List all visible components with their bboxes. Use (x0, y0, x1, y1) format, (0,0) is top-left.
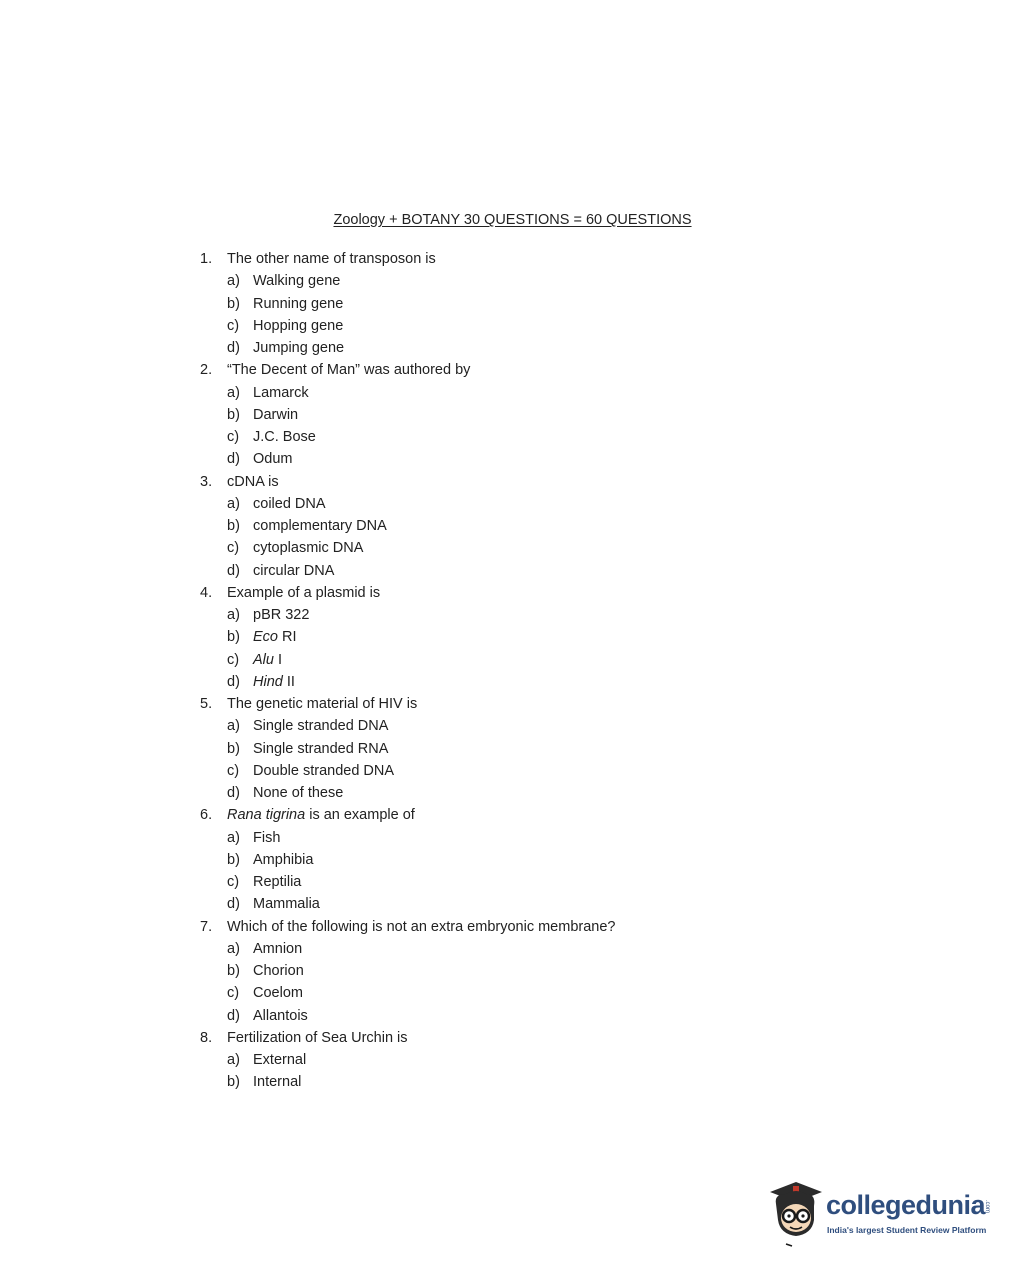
option-text: External (253, 1052, 307, 1068)
answer-option (200, 293, 615, 315)
question-stem (200, 916, 615, 938)
answer-option (200, 1071, 615, 1093)
option-letter: d) (227, 896, 240, 913)
question-number: 7. (200, 918, 213, 935)
option-letter: b) (227, 629, 240, 646)
answer-option (200, 493, 615, 515)
answer-option (200, 515, 615, 537)
answer-option (200, 426, 615, 448)
option-text: None of these (253, 785, 344, 801)
document-title: Zoology + BOTANY 30 QUESTIONS = 60 QUESTIONS (333, 212, 692, 228)
question-number: 2. (200, 362, 213, 379)
answer-option (200, 626, 615, 648)
answer-option (200, 715, 615, 737)
option-letter: a) (227, 718, 240, 735)
answer-option (200, 604, 615, 626)
option-text: complementary DNA (253, 518, 387, 534)
option-letter: d) (227, 451, 240, 468)
answer-option (200, 782, 615, 804)
answer-option (200, 871, 615, 893)
question-text: cDNA is (227, 473, 279, 490)
logo-domain: .com (984, 1200, 990, 1214)
option-letter: b) (227, 740, 240, 757)
option-text: Running gene (253, 295, 344, 312)
option-text: Reptilia (253, 874, 302, 890)
option-text: coiled DNA (253, 495, 326, 512)
option-text: Amnion (253, 940, 303, 957)
question-number: 1. (200, 251, 213, 267)
option-letter: a) (227, 273, 240, 290)
question-number: 3. (200, 473, 213, 490)
question-text: is an example of (305, 807, 415, 824)
question-text-italic: Rana tigrina (227, 807, 306, 824)
answer-option (200, 671, 615, 693)
logo-tagline: India's largest Student Review Platform (827, 1225, 987, 1235)
question-number: 4. (200, 584, 213, 601)
option-letter: a) (227, 495, 240, 512)
answer-option (200, 382, 615, 404)
option-letter: a) (227, 940, 240, 957)
option-text-italic: Hind (253, 673, 283, 690)
option-letter: c) (227, 762, 240, 779)
mascot-icon (766, 1176, 826, 1248)
question-stem (200, 471, 615, 493)
option-text: Internal (253, 1074, 302, 1091)
answer-option (200, 560, 615, 582)
option-text: Odum (253, 451, 293, 468)
answer-option (200, 448, 615, 470)
question-text: Fertilization of Sea Urchin is (227, 1029, 408, 1046)
option-letter: c) (227, 317, 240, 334)
option-text: Amphibia (253, 851, 314, 868)
option-text: Lamarck (253, 384, 309, 401)
question-text: Example of a plasmid is (227, 584, 381, 601)
option-letter: c) (227, 985, 240, 1002)
logo-wordmark: collegedunia (826, 1190, 986, 1220)
option-text: Allantois (253, 1007, 308, 1024)
question-text: Which of the following is not an extra embryonic membrane? (227, 918, 616, 935)
answer-option (200, 893, 615, 915)
option-text: J.C. Bose (253, 429, 316, 445)
question-number: 5. (200, 696, 213, 712)
option-letter: b) (227, 851, 240, 868)
answer-option (200, 537, 615, 559)
answer-option (200, 649, 615, 671)
answer-option (200, 938, 615, 960)
answer-option (200, 1005, 615, 1027)
option-text: Walking gene (253, 273, 341, 290)
question-stem (200, 804, 615, 826)
option-text: Darwin (253, 406, 299, 423)
option-letter: c) (227, 540, 240, 557)
option-letter: d) (227, 562, 240, 579)
answer-option (200, 738, 615, 760)
question-text: The other name of transposon is (227, 251, 436, 267)
question-list (200, 248, 615, 1094)
option-text: Mammalia (253, 896, 320, 913)
answer-option (200, 270, 615, 292)
question-text: “The Decent of Man” was authored by (227, 362, 471, 379)
option-text: Hopping gene (253, 317, 344, 334)
answer-option (200, 960, 615, 982)
option-letter: d) (227, 785, 240, 801)
question-stem (200, 248, 615, 270)
option-letter: c) (227, 429, 240, 445)
option-letter: a) (227, 1052, 240, 1068)
option-text-italic: Eco (253, 629, 278, 646)
option-letter: a) (227, 829, 240, 846)
answer-option (200, 849, 615, 871)
option-text: Chorion (253, 963, 304, 979)
answer-option (200, 760, 615, 782)
answer-option (200, 982, 615, 1004)
option-text: pBR 322 (253, 607, 310, 623)
option-text: II (282, 673, 295, 690)
option-text: Jumping gene (253, 340, 345, 356)
question-stem (200, 1027, 615, 1049)
option-text: Single stranded RNA (253, 740, 389, 757)
option-text-italic: Alu (253, 651, 274, 668)
option-letter: a) (227, 384, 240, 401)
question-text: The genetic material of HIV is (227, 696, 418, 712)
collegedunia-logo (766, 1176, 996, 1248)
option-text: Coelom (253, 985, 303, 1002)
answer-option (200, 827, 615, 849)
question-number: 6. (200, 807, 213, 824)
answer-option (200, 315, 615, 337)
question-stem (200, 582, 615, 604)
answer-option (200, 1049, 615, 1071)
option-text: Double stranded DNA (253, 762, 395, 779)
option-letter: b) (227, 406, 240, 423)
option-letter: b) (227, 518, 240, 534)
question-stem (200, 359, 615, 381)
option-text: circular DNA (253, 562, 335, 579)
answer-option (200, 404, 615, 426)
option-text: I (273, 651, 283, 668)
option-letter: c) (227, 651, 240, 668)
option-text: RI (278, 629, 297, 646)
option-text: Fish (253, 829, 281, 846)
option-letter: d) (227, 340, 240, 356)
option-letter: d) (227, 673, 240, 690)
option-letter: b) (227, 963, 240, 979)
option-text: cytoplasmic DNA (253, 540, 364, 557)
question-number: 8. (200, 1029, 213, 1046)
answer-option (200, 337, 615, 359)
option-text: Single stranded DNA (253, 718, 389, 735)
option-letter: b) (227, 1074, 240, 1091)
question-stem (200, 693, 615, 715)
option-letter: d) (227, 1007, 240, 1024)
option-letter: a) (227, 607, 240, 623)
option-letter: b) (227, 295, 240, 312)
option-letter: c) (227, 874, 240, 890)
